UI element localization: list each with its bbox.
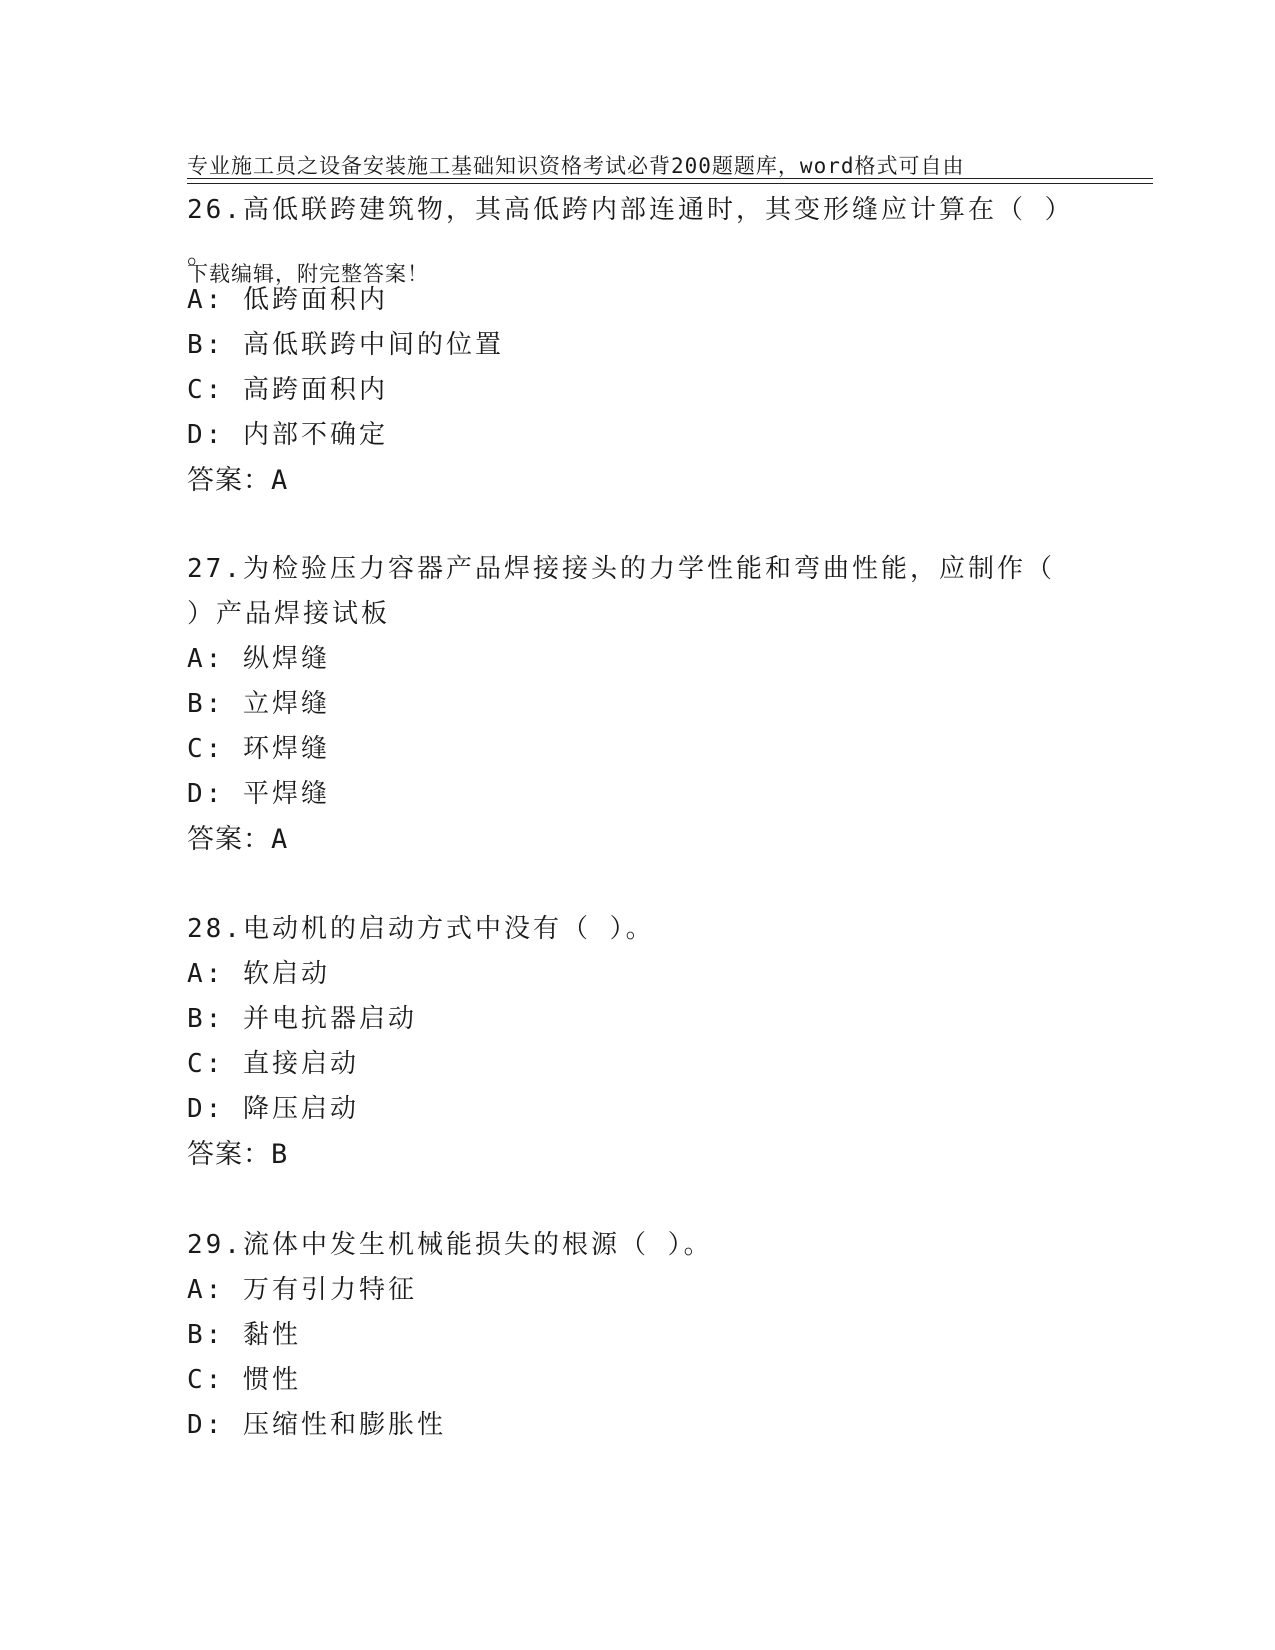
answer-line: 答案：A (187, 465, 289, 496)
option-a: A: 万有引力特征 (187, 1275, 417, 1305)
option-b: B: 高低联跨中间的位置 (187, 330, 504, 360)
question-stem: 26.高低联跨建筑物，其高低跨内部连通时，其变形缝应计算在（ ） (187, 195, 1074, 225)
header-divider-bottom (187, 183, 1153, 184)
question-stem: 28.电动机的启动方式中没有（ ）。 (187, 914, 655, 944)
option-c: C: 直接启动 (187, 1049, 359, 1079)
option-c: C: 惯性 (187, 1365, 301, 1395)
answer-line: 答案：A (187, 824, 289, 855)
question-stem: 29.流体中发生机械能损失的根源（ ）。 (187, 1230, 713, 1260)
question-spacer (187, 862, 1087, 907)
question-27 (187, 547, 1087, 862)
option-d: D: 压缩性和膨胀性 (187, 1410, 446, 1440)
question-28 (187, 907, 1087, 1177)
question-spacer (187, 503, 1087, 547)
header-line-2: 下载编辑，附完整答案！ (187, 262, 429, 286)
header-divider-top (187, 178, 1153, 179)
option-c: C: 高跨面积内 (187, 375, 388, 405)
option-a: A: 纵焊缝 (187, 644, 330, 674)
question-stem-continued: 。 (187, 240, 217, 270)
option-b: B: 并电抗器启动 (187, 1004, 417, 1034)
question-list (187, 188, 1087, 1448)
question-stem: 27.为检验压力容器产品焊接接头的力学性能和弯曲性能，应制作（ (187, 554, 1055, 584)
option-a: A: 低跨面积内 (187, 285, 388, 315)
question-29 (187, 1223, 1087, 1448)
option-a: A: 软启动 (187, 959, 330, 989)
option-d: D: 内部不确定 (187, 420, 388, 450)
question-stem-continued: ）产品焊接试板 (187, 599, 391, 629)
option-b: B: 立焊缝 (187, 689, 330, 719)
question-26 (187, 188, 1087, 503)
header-line-1: 专业施工员之设备安装施工基础知识资格考试必背200题题库，word格式可自由 (187, 154, 965, 178)
option-b: B: 黏性 (187, 1320, 301, 1350)
answer-line: 答案：B (187, 1139, 289, 1170)
option-d: D: 平焊缝 (187, 779, 330, 809)
option-d: D: 降压启动 (187, 1094, 359, 1124)
question-spacer (187, 1177, 1087, 1223)
option-c: C: 环焊缝 (187, 734, 330, 764)
